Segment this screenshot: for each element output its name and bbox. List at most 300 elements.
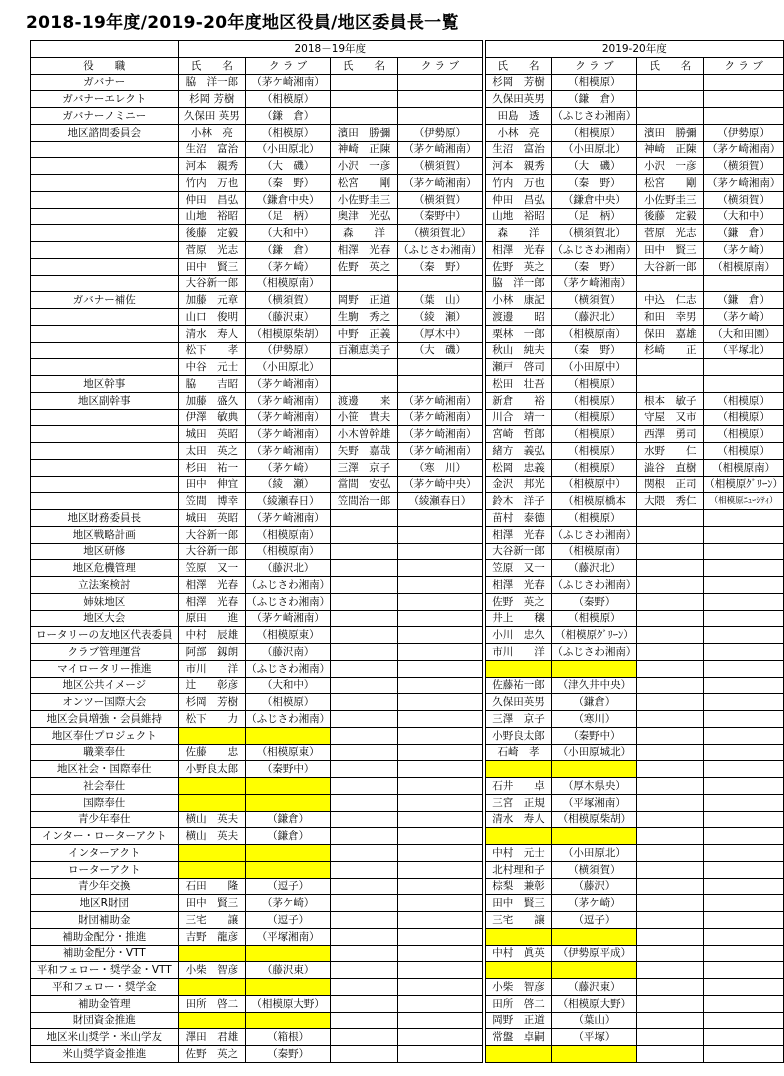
club-cell: （伊勢原） [246,342,331,359]
role-cell: 地区研修 [31,543,179,560]
name-cell: 相澤 光春 [485,577,552,594]
table-row [31,593,784,610]
header-period-2018: 2018－19年度 [178,41,482,58]
name-cell: 井上 穣 [485,610,552,627]
club-cell: （相模原） [552,124,637,141]
header-club: ク ラ ブ [397,57,482,74]
name-cell [637,359,704,376]
club-cell: （茅ケ崎湘南） [704,175,784,192]
club-cell: （相模原南） [246,275,331,292]
role-cell [31,476,179,493]
name-cell [637,995,704,1012]
club-cell: （葉山） [552,1012,637,1029]
club-cell: （鎌 倉） [704,292,784,309]
role-cell [31,175,179,192]
name-cell: 石田 隆 [178,878,245,895]
club-cell: （伊勢原） [704,124,784,141]
club-cell: （秦 野） [246,175,331,192]
club-cell: （ふじさわ湘南） [552,526,637,543]
club-cell [704,108,784,125]
name-cell: 大隈 秀仁 [637,493,704,510]
name-cell [637,526,704,543]
name-cell [637,861,704,878]
page-title: 2018-19年度/2019-20年度地区役員/地区委員長一覧 [26,13,459,33]
role-cell: 立法案検討 [31,577,179,594]
club-cell [397,928,482,945]
table-row [31,694,784,711]
club-cell: （鎌倉） [246,828,331,845]
name-cell: 田中 伸宜 [178,476,245,493]
club-cell: （鎌倉中央） [552,191,637,208]
table-row [31,191,784,208]
club-cell: （相模原） [704,392,784,409]
name-cell: 神崎 正陳 [331,141,398,158]
club-cell [397,912,482,929]
club-cell: （小田原城北） [552,744,637,761]
club-cell [397,526,482,543]
name-cell: 中村 辰雄 [178,627,245,644]
name-cell: 三澤 京子 [331,459,398,476]
name-cell: 小川 忠久 [485,627,552,644]
club-cell [704,761,784,778]
club-cell: （鎌 倉） [704,225,784,242]
name-cell [331,1012,398,1029]
table-row [31,124,784,141]
table-row [31,208,784,225]
name-cell: 渡邊 来 [331,392,398,409]
club-cell [397,828,482,845]
name-cell: 大谷新一郎 [485,543,552,560]
name-cell [331,995,398,1012]
table-row [31,1012,784,1029]
club-cell: （横須賀） [704,158,784,175]
club-cell: （綾瀬春日） [246,493,331,510]
name-cell [331,660,398,677]
club-cell: （小田原北） [552,141,637,158]
name-cell: 久保田英男 [485,694,552,711]
table-row [31,543,784,560]
role-cell: マイロータリー推進 [31,660,179,677]
club-cell [704,928,784,945]
club-cell [397,878,482,895]
table-row [31,610,784,627]
club-cell [704,962,784,979]
club-cell [704,895,784,912]
club-cell: （大和田園） [704,325,784,342]
name-cell [637,845,704,862]
club-cell: （寒 川） [397,459,482,476]
club-cell: （相模原） [704,426,784,443]
table-row [31,74,784,91]
name-cell: 久保田 英男 [178,108,245,125]
table-row [31,761,784,778]
name-cell [331,945,398,962]
name-cell: 奥津 光弘 [331,208,398,225]
club-cell [704,979,784,996]
club-cell: （伊勢原） [397,124,482,141]
club-cell: （相模原ｸﾞﾘｰﾝ） [704,476,784,493]
name-cell: 百瀬恵美子 [331,342,398,359]
name-cell: 城田 英昭 [178,510,245,527]
table-row [31,928,784,945]
club-cell: （葉 山） [397,292,482,309]
name-cell: 田所 啓二 [178,995,245,1012]
name-cell [331,778,398,795]
club-cell: （茅ケ崎中央） [397,476,482,493]
name-cell [485,1046,552,1063]
club-cell: （伊勢原平成） [552,945,637,962]
name-cell: 吉野 龍彦 [178,928,245,945]
club-cell [704,912,784,929]
club-cell: （相模原） [552,510,637,527]
club-cell [704,74,784,91]
name-cell: 小木曽幹雄 [331,426,398,443]
name-cell: 栗林 一郎 [485,325,552,342]
role-cell: 平和フェロー・奨学金・VTT [31,962,179,979]
club-cell: （茅ケ崎湘南） [246,376,331,393]
club-cell: （秦野） [246,1046,331,1063]
name-cell: 山口 俊明 [178,309,245,326]
table-row [31,493,784,510]
table-row [31,895,784,912]
club-cell [246,945,331,962]
name-cell: 原田 進 [178,610,245,627]
club-cell: （相模原） [552,443,637,460]
club-cell: （寒川） [552,711,637,728]
role-cell: 姉妹地区 [31,593,179,610]
name-cell: 中村 元士 [485,845,552,862]
role-cell [31,426,179,443]
name-cell: 相澤 光春 [485,526,552,543]
name-cell [637,828,704,845]
name-cell: 生駒 秀之 [331,309,398,326]
club-cell: （相模原） [552,392,637,409]
club-cell: （茅ケ崎湘南） [397,443,482,460]
club-cell [397,1012,482,1029]
club-cell [704,1012,784,1029]
name-cell: 笠間治一郎 [331,493,398,510]
role-cell: 地区会員増強・会員維持 [31,711,179,728]
club-cell: （藤沢北） [552,309,637,326]
name-cell: 小佐野圭三 [331,191,398,208]
club-cell [704,610,784,627]
club-cell: （茅ケ崎） [246,895,331,912]
name-cell: 澤田 君雄 [178,1029,245,1046]
club-cell: （茅ケ崎湘南） [397,141,482,158]
club-cell [552,962,637,979]
name-cell: 杉田 祐一 [178,459,245,476]
club-cell [397,677,482,694]
name-cell: 佐野 英之 [485,258,552,275]
club-cell: （相模原東） [246,744,331,761]
name-cell: 笠原 又一 [178,560,245,577]
club-cell [704,727,784,744]
header-row [31,57,784,74]
table-row [31,660,784,677]
table-row [31,526,784,543]
club-cell [397,861,482,878]
role-cell [31,225,179,242]
role-cell: 地区公共イメージ [31,677,179,694]
club-cell [552,828,637,845]
club-cell: （相模原南） [552,325,637,342]
name-cell [331,895,398,912]
table-row [31,711,784,728]
role-cell: 米山奨学資金推進 [31,1046,179,1063]
name-cell: 辻 彰彦 [178,677,245,694]
table-row [31,242,784,259]
club-cell [704,811,784,828]
club-cell [246,794,331,811]
club-cell [704,91,784,108]
role-cell: ガバナー補佐 [31,292,179,309]
club-cell: （相模原） [704,409,784,426]
club-cell [397,644,482,661]
name-cell: 中野 正義 [331,325,398,342]
club-cell: （相模原） [552,610,637,627]
club-cell: （相模原） [552,74,637,91]
role-cell: 地区社会・国際奉仕 [31,761,179,778]
name-cell: 山地 裕昭 [485,208,552,225]
role-cell [31,191,179,208]
name-cell [637,761,704,778]
name-cell: 小野良太郎 [178,761,245,778]
club-cell: （逗子） [246,878,331,895]
role-cell: 国際奉仕 [31,794,179,811]
club-cell: （足 柄） [246,208,331,225]
club-cell: （相模原） [704,443,784,460]
name-cell: 久保田英男 [485,91,552,108]
club-cell: （茅ケ崎湘南） [246,392,331,409]
name-cell: 三宮 正規 [485,794,552,811]
club-cell: （茅ケ崎） [552,895,637,912]
name-cell: 河本 親秀 [178,158,245,175]
header-row [31,41,784,58]
role-cell: 地区米山奨学・米山学友 [31,1029,179,1046]
header-period-2019: 2019-20年度 [485,41,783,58]
name-cell [637,979,704,996]
name-cell: 相澤 光春 [485,242,552,259]
club-cell: （茅ケ崎湘南） [397,392,482,409]
name-cell: 脇 洋一郎 [178,74,245,91]
table-row [31,376,784,393]
name-cell [637,744,704,761]
club-cell [704,644,784,661]
name-cell: 田所 啓二 [485,995,552,1012]
club-cell: （厚木中） [397,325,482,342]
club-cell [552,761,637,778]
club-cell [246,861,331,878]
name-cell [331,510,398,527]
name-cell: 大谷新一郎 [178,526,245,543]
club-cell: （横須賀） [552,292,637,309]
name-cell [178,1012,245,1029]
club-cell [397,577,482,594]
role-cell: クラブ管理運営 [31,644,179,661]
name-cell [331,694,398,711]
club-cell: （ふじさわ湘南） [552,644,637,661]
club-cell [397,895,482,912]
name-cell [637,627,704,644]
club-cell: （平塚湘南） [246,928,331,945]
table-row [31,409,784,426]
club-cell: （相模原南） [704,258,784,275]
club-cell [704,526,784,543]
role-cell: ロータリーの友地区代表委員 [31,627,179,644]
club-cell: （綾瀬春日） [397,493,482,510]
role-cell [31,242,179,259]
name-cell [637,912,704,929]
club-cell [397,794,482,811]
role-cell: ローターアクト [31,861,179,878]
club-cell [246,845,331,862]
name-cell: 松岡 忠義 [485,459,552,476]
name-cell: 菅原 光志 [178,242,245,259]
club-cell [397,660,482,677]
name-cell: 田中 賢三 [178,895,245,912]
club-cell: （平塚湘南） [552,794,637,811]
club-cell: （茅ケ崎湘南） [397,175,482,192]
role-cell: ガバナーノミニー [31,108,179,125]
name-cell: 根本 敏子 [637,392,704,409]
club-cell: （藤沢北） [552,560,637,577]
table-row [31,627,784,644]
name-cell [637,376,704,393]
table-row [31,1046,784,1063]
club-cell: （大和中） [704,208,784,225]
name-cell: 當間 安弘 [331,476,398,493]
name-cell: 濱田 勝彌 [637,124,704,141]
name-cell: 新倉 裕 [485,392,552,409]
name-cell [637,510,704,527]
club-cell [397,945,482,962]
role-cell [31,208,179,225]
club-cell: （横須賀北） [552,225,637,242]
name-cell: 清水 寿人 [485,811,552,828]
name-cell: 中村 眞英 [485,945,552,962]
role-cell: 地区奉仕プロジェクト [31,727,179,744]
club-cell: （小田原北） [552,845,637,862]
name-cell: 三宅 譲 [178,912,245,929]
role-cell: ガバナーエレクト [31,91,179,108]
club-cell [397,91,482,108]
club-cell: （平塚） [552,1029,637,1046]
role-cell [31,258,179,275]
name-cell: 竹内 万也 [485,175,552,192]
name-cell: 加藤 盛久 [178,392,245,409]
name-cell: 秋山 純夫 [485,342,552,359]
name-cell [178,727,245,744]
club-cell: （横須賀） [552,861,637,878]
club-cell: （相模原橋本 [552,493,637,510]
role-cell [31,141,179,158]
club-cell: （相模原南） [704,459,784,476]
club-cell [397,979,482,996]
name-cell [485,928,552,945]
table-row [31,979,784,996]
club-cell: （相模原東） [246,627,331,644]
name-cell: 岡野 正道 [331,292,398,309]
club-cell: （秦 野） [552,258,637,275]
club-cell [704,543,784,560]
role-cell: ガバナー [31,74,179,91]
club-cell: （茅ケ崎湘南） [246,74,331,91]
club-cell [704,376,784,393]
name-cell: 後藤 定毅 [178,225,245,242]
club-cell [704,694,784,711]
club-cell: （相模原南） [552,543,637,560]
table-row [31,677,784,694]
club-cell [397,694,482,711]
club-cell: （茅ケ崎湘南） [246,510,331,527]
name-cell [637,711,704,728]
name-cell: 棕梨 兼彰 [485,878,552,895]
name-cell: 横山 英夫 [178,828,245,845]
club-cell [397,510,482,527]
name-cell: 澁谷 直樹 [637,459,704,476]
club-cell: （秦 野） [552,342,637,359]
club-cell [704,577,784,594]
name-cell: 関根 正司 [637,476,704,493]
role-cell: 財団資金推進 [31,1012,179,1029]
role-cell: 補助金配分・VTT [31,945,179,962]
name-cell: 苗村 泰德 [485,510,552,527]
name-cell: 生沼 富治 [485,141,552,158]
name-cell [637,275,704,292]
club-cell: （相模原南） [246,543,331,560]
table-row [31,325,784,342]
club-cell [704,660,784,677]
club-cell: （茅ケ崎） [246,258,331,275]
table-row [31,995,784,1012]
role-cell [31,325,179,342]
club-cell [704,744,784,761]
name-cell [178,861,245,878]
club-cell [397,845,482,862]
name-cell [331,744,398,761]
club-cell: （秦野中） [552,727,637,744]
club-cell [397,744,482,761]
club-cell: （横須賀） [704,191,784,208]
name-cell [637,91,704,108]
name-cell: 小野良太郎 [485,727,552,744]
role-cell [31,275,179,292]
name-cell: 太田 英之 [178,443,245,460]
club-cell: （秦 野） [552,175,637,192]
name-cell [637,895,704,912]
name-cell: 守屋 又市 [637,409,704,426]
club-cell: （小田原北） [246,359,331,376]
name-cell: 佐藤 忠 [178,744,245,761]
club-cell [704,828,784,845]
table-row [31,225,784,242]
name-cell: 加藤 元章 [178,292,245,309]
club-cell: （相模原南） [246,526,331,543]
role-cell [31,359,179,376]
name-cell: 鈴木 洋子 [485,493,552,510]
name-cell: 脇 洋一郎 [485,275,552,292]
club-cell: （鎌倉） [552,694,637,711]
club-cell: （鎌倉） [246,811,331,828]
name-cell: 濱田 勝彌 [331,124,398,141]
club-cell: （相模原） [246,91,331,108]
club-cell: （綾 瀬） [397,309,482,326]
role-cell: 財団補助金 [31,912,179,929]
club-cell: （足 柄） [552,208,637,225]
club-cell [246,727,331,744]
table-row [31,392,784,409]
name-cell [178,778,245,795]
